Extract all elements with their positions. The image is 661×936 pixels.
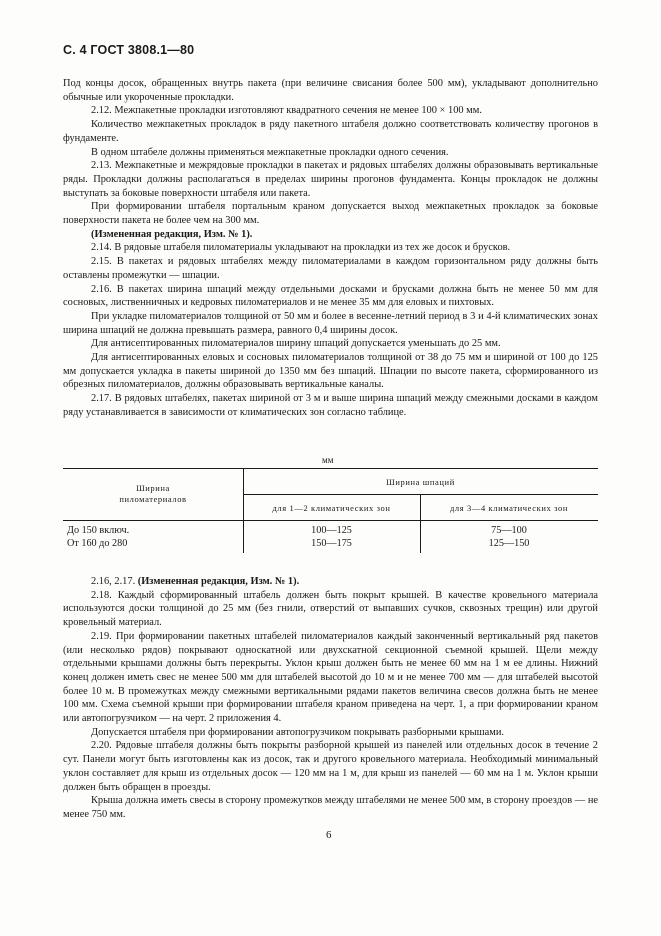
paragraph <box>63 575 598 589</box>
table-cell: 75—100 <box>491 525 527 536</box>
paragraph: 2.19. При формировании пакетных штабелей пиломатериалов каждый законченный вертикальный ряд пакетов (или несколько рядов) покрывают односкатной или двухскатной секционной съемной крышей. Щели между отдельными крышами должны быть перекрыты. Уклон крыш должен быть не менее 60 мм на 1 м ее длины. Нижний конец должен иметь свес не менее 500 мм для штабелей высотой до 10 м и не менее 700 мм — для штабелей высотой более 10 м. В промежутках между смежными вертикальными рядами пакетов величина свесов должна быть не менее 100 мм. Схема съемной крыши при формировании штабеля краном приведена на черт. 1, а при формировании краном или автопогрузчиком — на черт. 2 приложения 4. <box>63 630 598 725</box>
paragraph: Допускается штабеля при формировании автопогрузчиком покрывать разборными крышами. <box>91 726 505 738</box>
paragraph: Под концы досок, обращенных внутрь пакета (при величине свисания более 500 мм), укладывают дополнительно обычные или укороченные прокладки. <box>63 78 598 103</box>
paragraph: 2.17. В рядовых штабелях, пакетах шириной от 3 м и выше ширина шпаций между смежными досками в каждом ряду устанавливается в зависимости от климатических зон согласно таблице. <box>63 393 598 418</box>
paragraph: В одном штабеле должны применяться межпакетные прокладки одного сечения. <box>91 146 449 158</box>
table-col1-header-line2: пиломатериалов <box>119 494 187 504</box>
table-top-rule <box>63 468 598 469</box>
paragraph: При укладке пиломатериалов толщиной от 50 мм и более в весенне-летний период в 3 и 4-й климатических зонах ширина шпаций не должна превышать размера, равного 0,4 ширины досок. <box>63 310 598 336</box>
paragraph: 2.20. Рядовые штабеля должны быть покрыты разборной крышей из панелей или отдельных досок в течение 2 сут. Панели могут быть изготовлены как из досок, так и другого кровельного материала. Необходимый минимальный уклон составляет для крыш из отдельных досок — 120 мм на 1 м, для крыш из панелей — 60 мм на 1 м. Уклон крыши должен быть обращен в проезды. <box>63 740 598 793</box>
table-col1-header <box>63 483 243 505</box>
paragraph: Крыша должна иметь свесы в сторону промежутков между штабелями не менее 500 мм, в сторону проездов — не менее 750 мм. <box>63 795 598 820</box>
table-col-width <box>67 525 129 550</box>
paragraph: 2.13. Межпакетные и межрядовые прокладки в пакетах и рядовых штабелях должны образовывать вертикальные ряды. Прокладки должны располагаться в пределах ширины прогонов фундамента. Концы прокладок не должны выступать за боковые поверхности штабеля или пакета. <box>63 160 598 199</box>
paragraph: При формировании штабеля портальным краном допускается выход межпакетных прокладок за боковые поверхности пакета не более чем на 300 мм. <box>63 201 598 227</box>
table-col-zone34 <box>420 525 598 550</box>
page-header: С. 4 ГОСТ 3808.1—80 <box>63 43 195 57</box>
text-block-lower <box>63 575 598 822</box>
table-col-zone12 <box>243 525 420 550</box>
paragraph: 2.15. В пакетах и рядовых штабелях между пиломатериалами в каждом горизонтальном ряду должны быть оставлены промежутки — шпации. <box>63 256 598 281</box>
paragraph: Количество межпакетных прокладок в ряду пакетного штабеля должно соответствовать количеству прогонов в фундаменте. <box>63 119 598 144</box>
paragraph: 2.16. В пакетах ширина шпаций между отдельными досками и брусками должна быть не менее 50 мм для сосновых, лиственничных и кедровых пиломатериалов и не менее 35 мм для еловых и пихтовых. <box>63 283 598 309</box>
table-col1-header-line1: Ширина <box>136 483 170 493</box>
table-cell: 125—150 <box>488 537 530 549</box>
paragraph: Для антисептированных пиломатериалов ширину шпаций допускается уменьшать до 25 мм. <box>91 338 501 350</box>
table-unit-label: мм <box>322 455 334 465</box>
table-sub-header-zone12: для 1—2 климатических зон <box>272 503 391 513</box>
paragraph-bold-text: (Измененная редакция, Изм. № 1). <box>137 576 300 587</box>
table-cell: 100—125 <box>311 525 352 536</box>
paragraph: 2.18. Каждый сформированный штабель должен быть покрыт крышей. В качестве кровельного материала используются доски толщиной до 25 мм (без гнили, отверстий от выпавших сучков, сквозных трещин) или другой кровельный материал. <box>63 589 598 629</box>
table-cell: До 150 включ. <box>67 525 130 536</box>
paragraph-prefix: 2.16, 2.17. <box>91 576 138 587</box>
table-header-rule <box>63 520 598 521</box>
spacing-table <box>63 468 598 553</box>
text-block-upper <box>63 77 598 420</box>
paragraph: Для антисептированных еловых и сосновых пиломатериалов толщиной от 38 до 75 мм и шириной от 100 до 125 мм допускается укладка в пакеты шириной до 1350 мм без шпаций. Шпации по высоте пакета, сформированного из обрезных пиломатериалов, должны образовывать вертикальные каналы. <box>63 352 598 391</box>
page-number: 6 <box>326 829 332 841</box>
table-group-header: Ширина шпаций <box>386 477 455 487</box>
paragraph: 2.12. Межпакетные прокладки изготовляют квадратного сечения не менее 100 × 100 мм. <box>91 105 482 117</box>
paragraph: 2.14. В рядовые штабеля пиломатериалы укладывают на прокладки из тех же досок и брусков. <box>91 242 511 254</box>
table-sub-header-zone34: для 3—4 климатических зон <box>450 503 568 513</box>
paragraph: (Измененная редакция, Изм. № 1). <box>91 228 253 240</box>
table-cell: 150—175 <box>311 537 352 549</box>
table-cell: От 160 до 280 <box>67 537 128 549</box>
